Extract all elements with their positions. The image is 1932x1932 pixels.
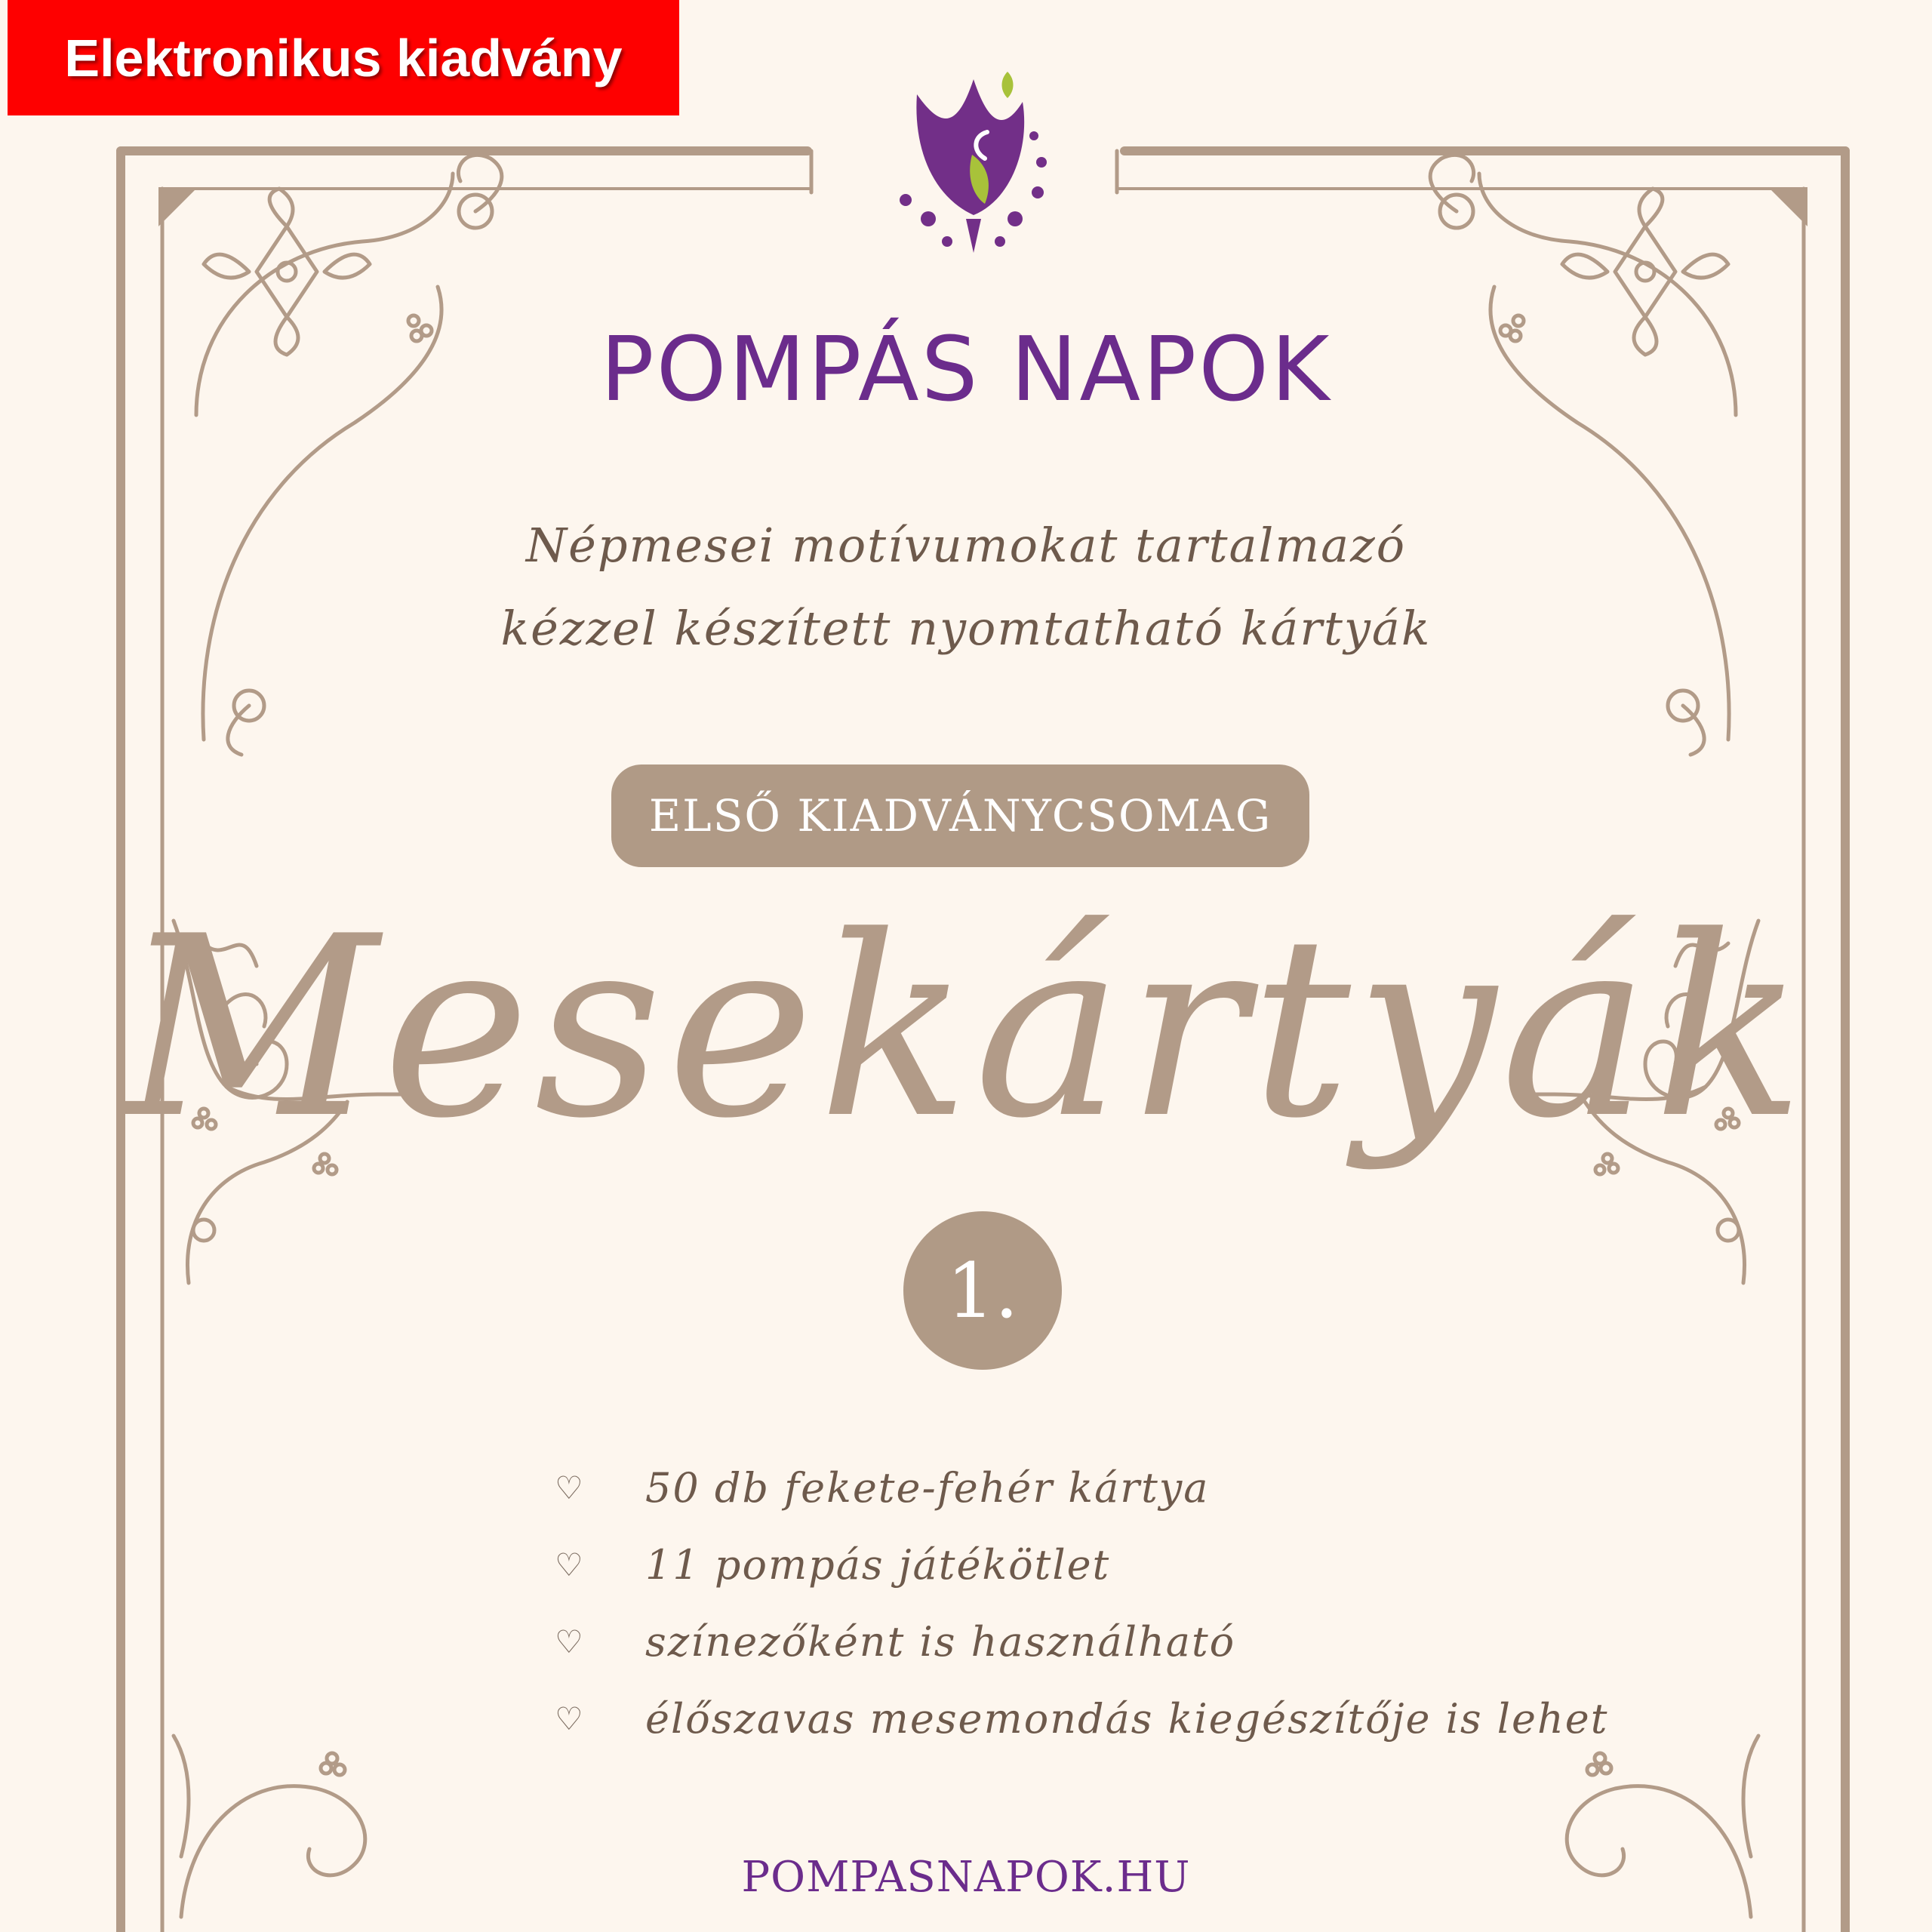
list-item — [555, 1680, 1608, 1757]
edition-pill — [611, 764, 1309, 867]
feature-list — [555, 1449, 1608, 1757]
heart-icon: ♡ — [555, 1623, 585, 1660]
volume-number-badge — [903, 1211, 1062, 1370]
heart-icon: ♡ — [555, 1469, 585, 1506]
subtitle-line-1: Népmesei motívumokat tartalmazó — [525, 518, 1407, 573]
list-item — [555, 1449, 1608, 1526]
feature-text: 11 pompás játékötlet — [645, 1540, 1111, 1589]
badge-label: Elektronikus kiadvány — [64, 28, 623, 88]
brand-title: POMPÁS NAPOK — [600, 317, 1332, 421]
product-subtitle — [0, 504, 1932, 670]
list-item — [555, 1603, 1608, 1680]
feature-text: 50 db fekete-fehér kártya — [645, 1463, 1210, 1512]
subtitle-line-2: kézzel készített nyomtatható kártyák — [500, 601, 1432, 656]
tulip-logo-icon — [860, 64, 1072, 275]
heart-icon: ♡ — [555, 1546, 585, 1583]
feature-text: színezőként is használható — [645, 1617, 1236, 1666]
product-title: Mesekártyák — [122, 883, 1810, 1173]
electronic-edition-badge — [8, 0, 679, 115]
volume-number: 1. — [946, 1246, 1019, 1335]
list-item — [555, 1526, 1608, 1603]
website-link[interactable]: POMPASNAPOK.HU — [741, 1853, 1191, 1902]
heart-icon: ♡ — [555, 1700, 585, 1737]
feature-text: élőszavas mesemondás kiegészítője is lehet — [645, 1694, 1609, 1743]
edition-pill-label: ELSŐ KIADVÁNYCSOMAG — [648, 790, 1272, 841]
